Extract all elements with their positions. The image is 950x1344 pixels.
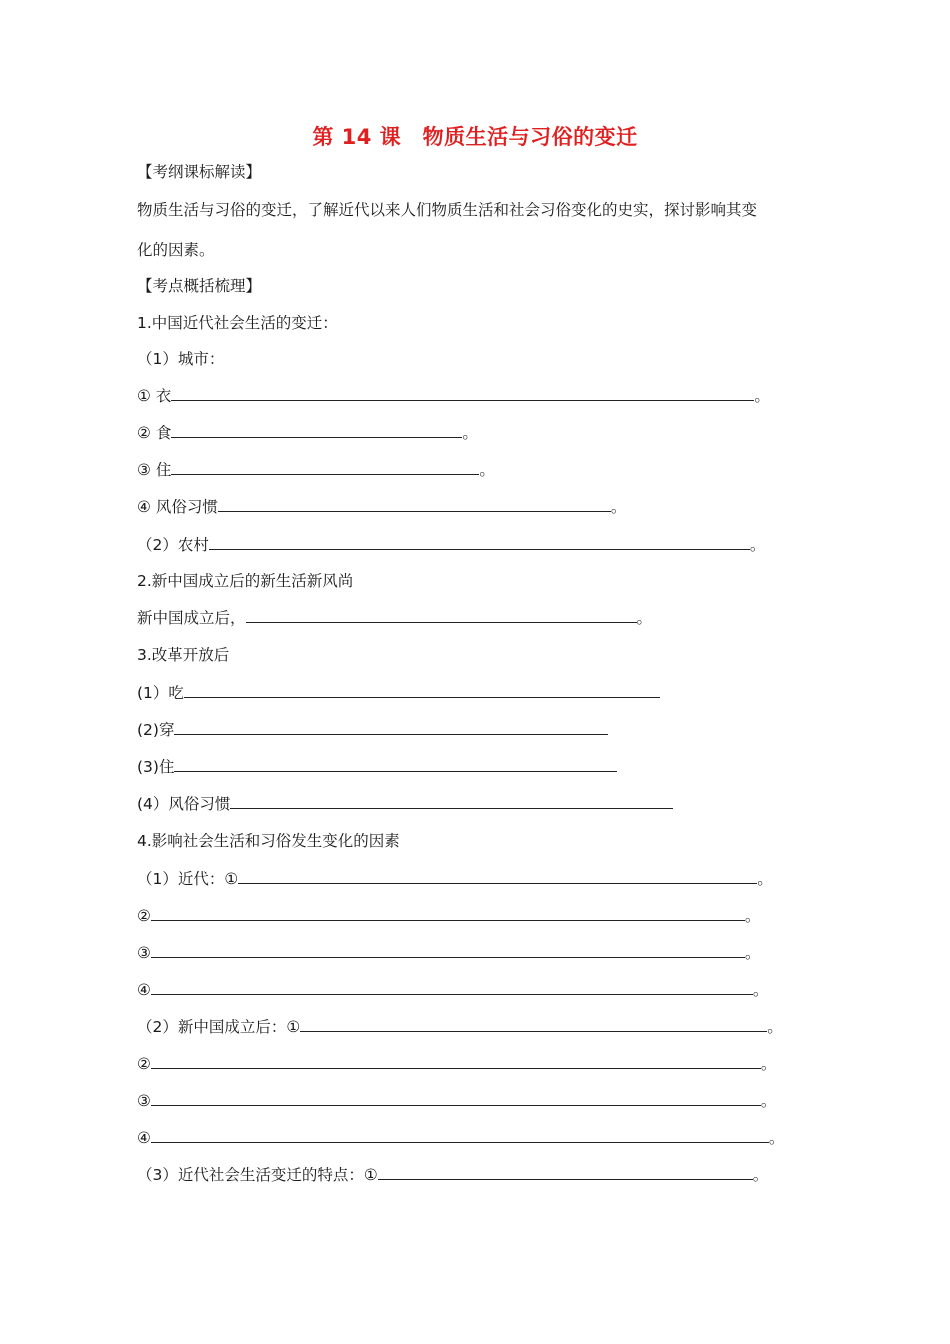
fill-line-housing (137, 460, 495, 480)
answer-blank[interactable] (209, 535, 750, 550)
period: 。 (610, 498, 627, 516)
fill-line-modern-4 (137, 980, 768, 1000)
fill-label: ④ (137, 981, 151, 999)
fill-label: ② 食 (137, 424, 172, 442)
answer-blank[interactable] (151, 943, 745, 958)
heading-1: 1.中国近代社会生活的变迁： (137, 314, 338, 332)
fill-label: （2）农村 (137, 536, 209, 554)
fill-label: （1）近代：① (137, 870, 239, 888)
syllabus-text-line-1: 物质生活与习俗的变迁，了解近代以来人们物质生活和社会习俗变化的史实，探讨影响其变 (137, 201, 758, 219)
answer-blank[interactable] (184, 683, 660, 698)
period: 。 (757, 870, 773, 888)
heading-4: 4.影响社会生活和习俗发生变化的因素 (137, 832, 400, 850)
answer-blank[interactable] (378, 1165, 753, 1180)
fill-line-prc-4 (137, 1128, 784, 1148)
fill-line-new-china (137, 608, 652, 628)
fill-label: （2）新中国成立后：① (137, 1018, 301, 1036)
fill-line-clothing (137, 386, 770, 406)
fill-line-features-1 (137, 1165, 768, 1185)
fill-line-modern-1 (137, 869, 773, 889)
fill-line-modern-3 (137, 943, 760, 963)
fill-label: ④ (137, 1129, 151, 1147)
heading-2: 2.新中国成立后的新生活新风尚 (137, 572, 354, 590)
page-title: 第 14 课 物质生活与习俗的变迁 (312, 125, 638, 149)
city-label: （1）城市： (137, 350, 225, 368)
period: 。 (760, 1092, 777, 1110)
fill-label: ① 衣 (137, 387, 172, 405)
answer-blank[interactable] (238, 869, 757, 884)
period: 。 (744, 944, 761, 962)
fill-label: (4）风俗习惯 (137, 795, 231, 813)
period: 。 (754, 387, 770, 405)
period: 。 (767, 1018, 783, 1036)
period: 。 (752, 1166, 769, 1184)
fill-line-rural (137, 535, 765, 555)
section-syllabus-heading: 【考纲课标解读】 (137, 163, 262, 181)
period: 。 (479, 461, 495, 479)
answer-blank[interactable] (151, 1091, 761, 1106)
period: 。 (462, 424, 478, 442)
answer-blank[interactable] (174, 720, 608, 735)
answer-blank[interactable] (174, 757, 617, 772)
answer-blank[interactable] (171, 423, 462, 438)
answer-blank[interactable] (246, 608, 637, 623)
period: 。 (768, 1129, 785, 1147)
fill-line-customs (137, 497, 626, 517)
syllabus-text-line-2: 化的因素。 (137, 241, 215, 259)
fill-line-prc-2 (137, 1054, 776, 1074)
period: 。 (636, 609, 653, 627)
fill-label: 新中国成立后， (137, 609, 246, 627)
answer-blank[interactable] (151, 1054, 761, 1069)
answer-blank[interactable] (300, 1017, 767, 1032)
fill-line-modern-2 (137, 906, 760, 926)
period: 。 (744, 907, 761, 925)
fill-line-eat (137, 683, 660, 703)
fill-label: ③ (137, 944, 151, 962)
fill-label: ② (137, 907, 151, 925)
fill-label: ② (137, 1055, 151, 1073)
fill-line-wear (137, 720, 608, 740)
fill-line-prc-1 (137, 1017, 783, 1037)
heading-3: 3.改革开放后 (137, 646, 230, 664)
fill-line-live (137, 757, 617, 777)
fill-line-prc-3 (137, 1091, 776, 1111)
fill-line-food (137, 423, 478, 443)
fill-label: (2)穿 (137, 721, 175, 739)
answer-blank[interactable] (171, 386, 754, 401)
answer-blank[interactable] (151, 906, 745, 921)
answer-blank[interactable] (171, 460, 479, 475)
fill-label: (1）吃 (137, 684, 184, 702)
answer-blank[interactable] (218, 497, 611, 512)
period: 。 (752, 981, 769, 999)
fill-label: ③ 住 (137, 461, 172, 479)
fill-label: ④ 风俗习惯 (137, 498, 218, 516)
answer-blank[interactable] (151, 1128, 769, 1143)
fill-line-customs-reform (137, 794, 673, 814)
period: 。 (749, 536, 766, 554)
fill-label: ③ (137, 1092, 151, 1110)
answer-blank[interactable] (151, 980, 753, 995)
fill-label: (3)住 (137, 758, 175, 776)
period: 。 (760, 1055, 777, 1073)
section-points-heading: 【考点概括梳理】 (137, 277, 262, 295)
fill-label: （3）近代社会生活变迁的特点：① (137, 1166, 378, 1184)
answer-blank[interactable] (230, 794, 673, 809)
